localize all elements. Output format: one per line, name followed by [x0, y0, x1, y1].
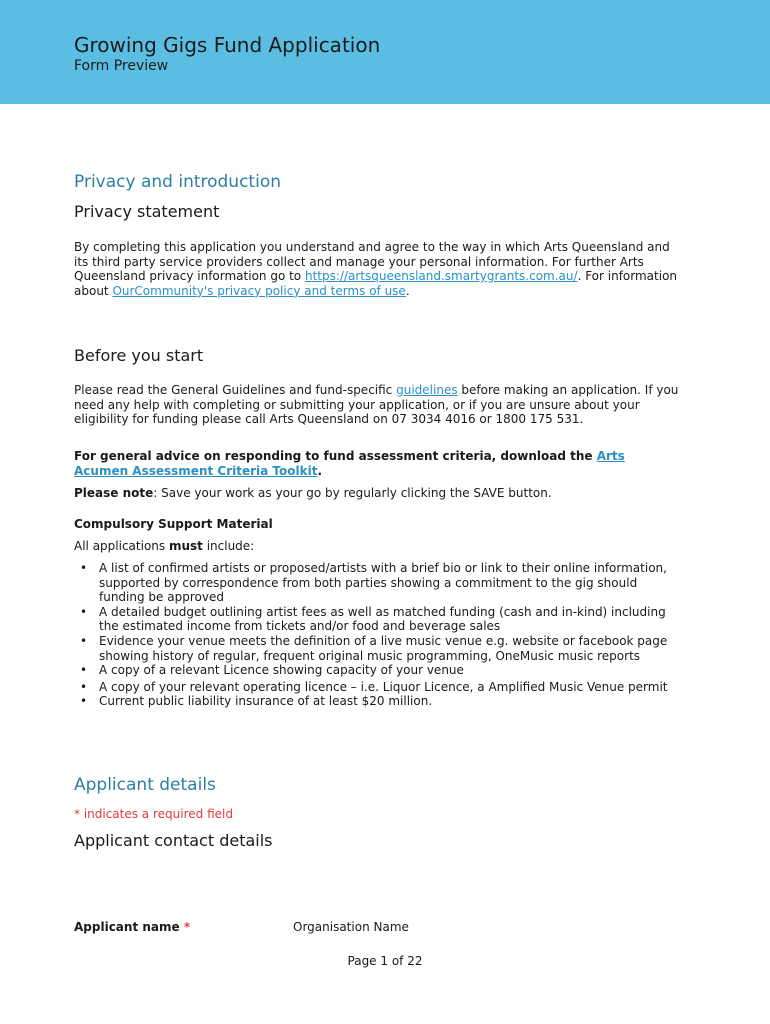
before-start-paragraph — [74, 383, 679, 427]
advice-text: For general advice on responding to fund assessment criteria, download the — [74, 449, 597, 463]
list-item: • A copy of a relevant Licence showing capacity of your venue — [80, 663, 464, 678]
applicant-contact-title: Applicant contact details — [74, 831, 273, 850]
form-title: Growing Gigs Fund Application — [74, 33, 381, 57]
bullet-icon: • — [80, 633, 88, 648]
privacy-statement-title: Privacy statement — [74, 202, 220, 221]
toolkit-link[interactable]: Arts Acumen Assessment Criteria Toolkit — [74, 449, 625, 478]
required-star: * — [183, 920, 191, 934]
list-item: • A copy of your relevant operating licence – i.e. Liquor Licence, a Amplified Music Venue permit — [80, 679, 668, 694]
support-intro-must: must — [168, 539, 203, 553]
header-banner — [0, 0, 770, 104]
support-intro-text: All applications — [74, 539, 169, 553]
support-intro — [74, 539, 694, 554]
bullet-icon: • — [80, 604, 88, 619]
note-label: Please note — [74, 486, 154, 500]
save-note — [74, 486, 694, 501]
applicant-name-label-text: Applicant name — [74, 920, 180, 934]
smartygrants-link[interactable]: https://artsqueensland.smartygrants.com.au/ — [304, 269, 578, 284]
applicant-name-value: Organisation Name — [293, 920, 409, 934]
privacy-paragraph — [74, 240, 684, 298]
privacy-text: By completing this application you understand and agree to the way in which Arts Queensland and its third party service providers collect and manage your personal information. For further Arts Queensland privacy information go to — [74, 240, 670, 284]
bullet-icon: • — [80, 694, 88, 709]
form-subtitle: Form Preview — [74, 58, 169, 74]
bullet-icon: • — [80, 561, 88, 575]
privacy-text-2: . For information about — [74, 269, 678, 298]
list-item: • A detailed budget outlining artist fees as well as matched funding (cash and in-kind) including the estimated income from tickets and/or food and beverage sales — [80, 604, 666, 634]
required-field-note: * indicates a required field — [74, 807, 233, 821]
page-number: Page 1 of 22 — [347, 954, 423, 968]
list-item: • Evidence your venue meets the definition of a live music venue e.g. website or facebook page showing history of regular, frequent original music programming, OneMusic music reports — [80, 633, 668, 663]
bullet-icon: • — [80, 679, 88, 694]
list-item: • Current public liability insurance of at least $20 million. — [80, 694, 433, 709]
privacy-policy-link[interactable]: OurCommunity's privacy policy and terms of use — [112, 283, 406, 298]
before-start-text-2: before making an application. If you need any help with completing or submitting your application, or if you are unsure about your eligibility for funding please call Arts Queensland on 07 3034 4016 or 1800 175 531. — [74, 383, 679, 427]
applicant-section-title: Applicant details — [74, 775, 216, 795]
before-start-text: Please read the General Guidelines and fund-specific — [74, 383, 397, 397]
before-you-start-title: Before you start — [74, 346, 204, 365]
support-material-title: Compulsory Support Material — [74, 517, 273, 531]
advice-paragraph — [74, 449, 674, 478]
note-text: : Save your work as your go by regularly clicking the SAVE button. — [153, 486, 552, 500]
bullet-icon: • — [80, 663, 88, 678]
support-intro-end: include: — [202, 539, 255, 553]
support-list — [74, 561, 684, 709]
list-item: • A list of confirmed artists or proposed/artists with a brief bio or link to their online information, supported by correspondence from both parties showing a commitment to the gig should funding be approved — [80, 561, 667, 605]
privacy-section-title: Privacy and introduction — [74, 172, 281, 192]
applicant-name-label — [74, 920, 190, 934]
guidelines-link[interactable]: guidelines — [396, 383, 458, 397]
privacy-text-3: . — [405, 283, 410, 298]
advice-end: . — [317, 463, 323, 478]
